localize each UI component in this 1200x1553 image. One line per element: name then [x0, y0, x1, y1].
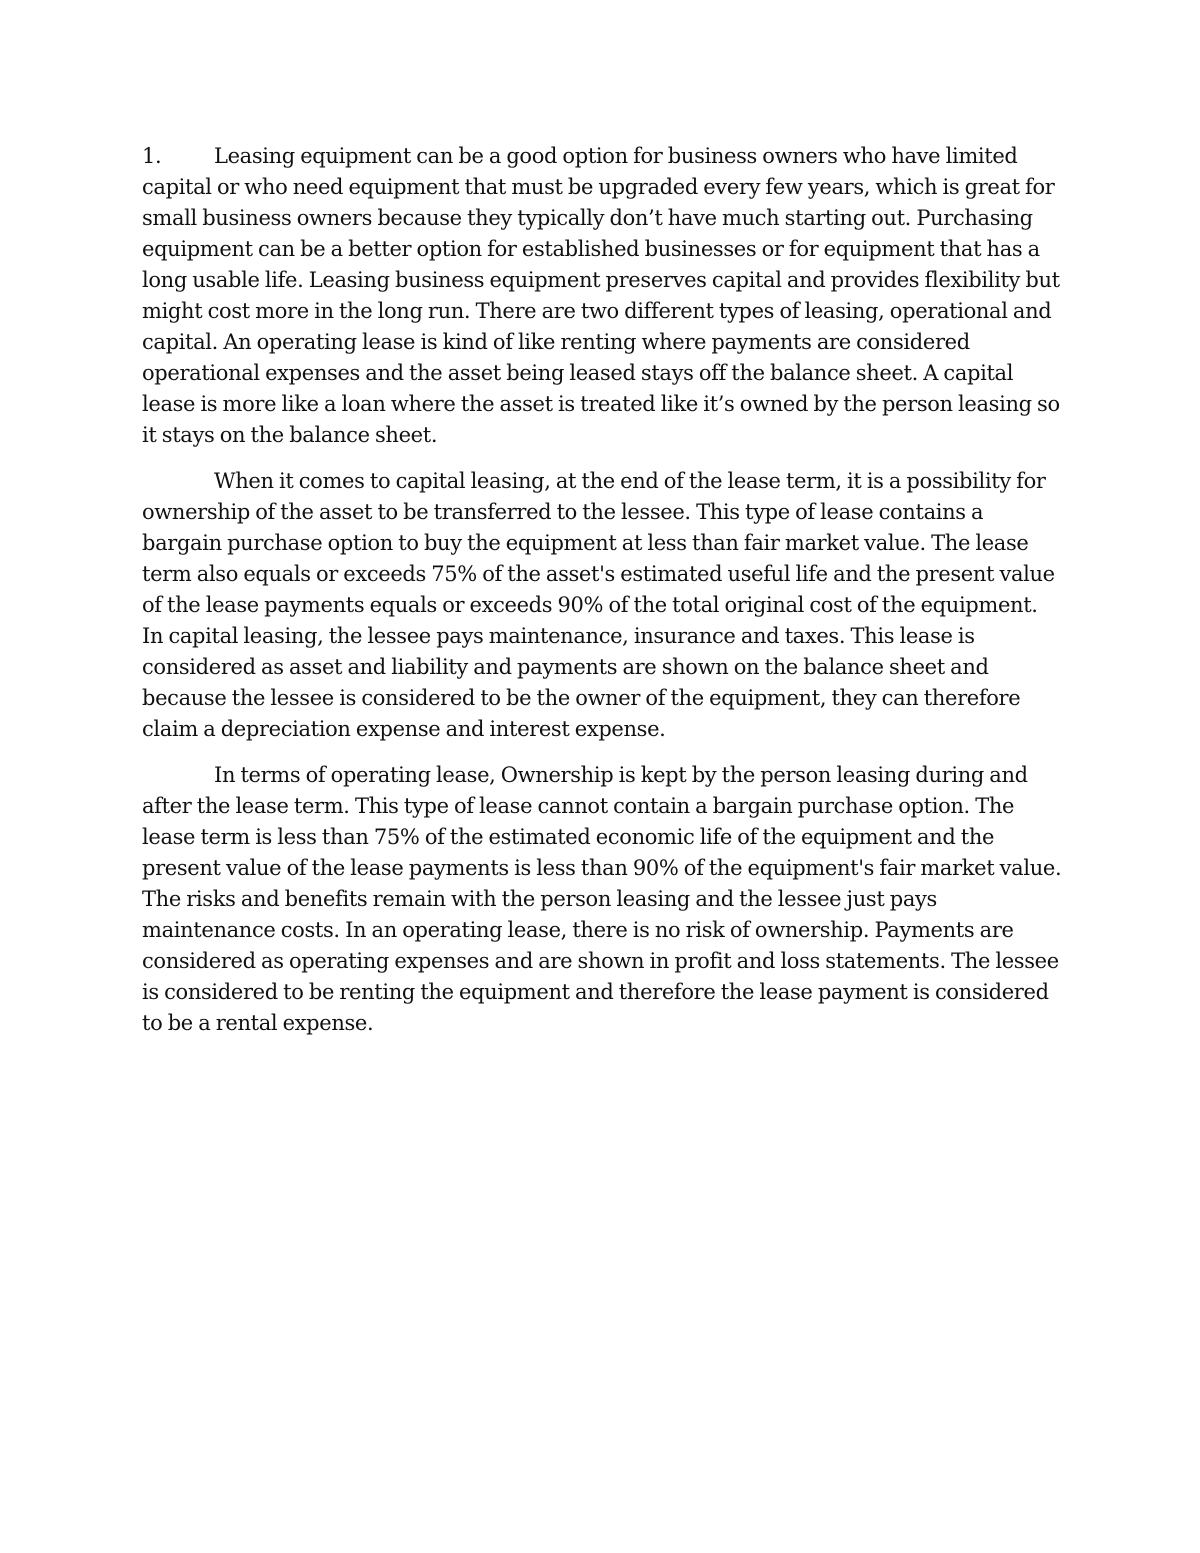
document-body — [142, 141, 1062, 1054]
paragraph-1 — [142, 141, 1062, 451]
paragraph-3: In terms of operating lease, Ownership is kept by the person leasing during and after the lease term. This type of lease cannot contain a bargain purchase option. The lease term is less than 75% of the estimated economic life of the equipment and the present value of the lease payments is less than 90% of the equipment's fair market value. The risks and benefits remain with the person leasing and the lessee just pays maintenance costs. In an operating lease, there is no risk of ownership. Payments are considered as operating expenses and are shown in profit and loss statements. The lessee is considered to be renting the equipment and therefore the lease payment is considered to be a rental expense. — [142, 763, 1062, 1035]
paragraph-2: When it comes to capital leasing, at the end of the lease term, it is a possibility for ownership of the asset to be transferred to the lessee. This type of lease contains a bargain purchase option to buy the equipment at less than fair market value. The lease term also equals or exceeds 75% of the asset's estimated useful life and the present value of the lease payments equals or exceeds 90% of the total original cost of the equipment. In capital leasing, the lessee pays maintenance, insurance and taxes. This lease is considered as asset and liability and payments are shown on the balance sheet and because the lessee is considered to be the owner of the equipment, they can therefore claim a depreciation expense and interest expense. — [142, 469, 1055, 741]
paragraph-1-text: Leasing equipment can be a good option for business owners who have limited capital or who need equipment that must be upgraded every few years, which is great for small business owners because they typically don’t have much starting out. Purchasing equipment can be a better option for established businesses or for equipment that has a long usable life. Leasing business equipment preserves capital and provides flexibility but might cost more in the long run. There are two different types of leasing, operational and capital. An operating lease is kind of like renting where payments are considered operational expenses and the asset being leased stays off the balance sheet. A capital lease is more like a loan where the asset is treated like it’s owned by the person leasing so it stays on the balance sheet. — [142, 144, 1060, 447]
list-number: 1. — [142, 144, 162, 168]
